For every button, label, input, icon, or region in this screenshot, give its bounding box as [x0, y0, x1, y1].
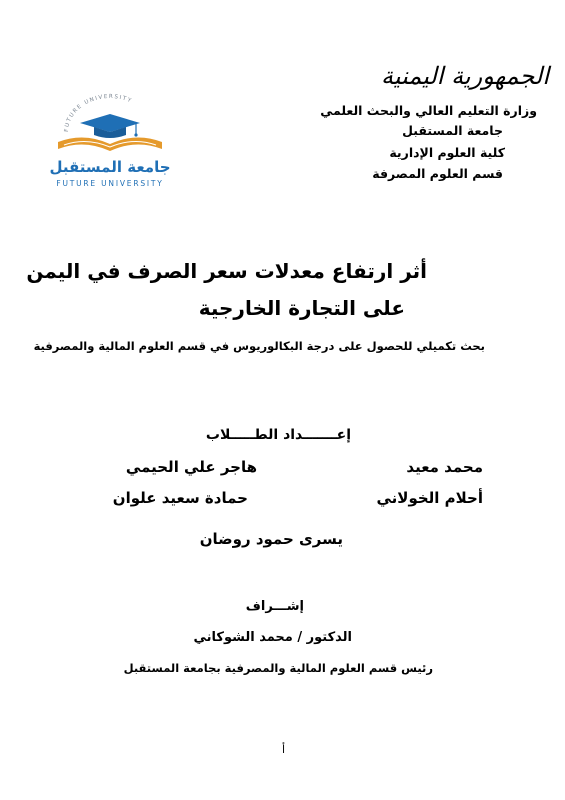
logo-arabic-name: جامعة المستقبل: [50, 158, 170, 176]
supervisor-name: الدكتور / محمد الشوكاني: [193, 630, 352, 645]
university-name: جامعة المستقبل: [402, 123, 503, 138]
university-logo: [50, 92, 170, 192]
logo-english-name: FUTURE UNIVERSITY: [56, 179, 164, 188]
page-number: أ: [282, 743, 286, 756]
logo-arc-text: FUTURE UNIVERSITY: [63, 93, 134, 133]
student-name: محمد معيد: [406, 458, 483, 476]
student-name: أحلام الخولاني: [376, 489, 483, 507]
supervisor-role: رئيس قسم العلوم المالية والمصرفية بجامعة المستقبل: [123, 661, 433, 675]
ministry-name: وزارة التعليم العالي والبحث العلمي: [320, 103, 537, 118]
student-name: حمادة سعيد علوان: [112, 489, 248, 507]
thesis-title-line-2: على التجارة الخارجية: [198, 296, 405, 320]
thesis-title-line-1: أثر ارتفاع معدلات سعر الصرف في اليمن: [26, 259, 427, 283]
student-name: هاجر علي الحيمي: [125, 458, 257, 476]
thesis-subtitle: بحث تكميلي للحصول على درجة البكالوريوس في قسم العلوم المالية والمصرفية: [33, 339, 485, 353]
government-emblem-calligraphy: الجمهورية اليمنية: [380, 62, 550, 90]
logo-graphic-icon: [50, 92, 170, 192]
department-name: قسم العلوم المصرفة: [372, 166, 503, 181]
student-name: يسرى حمود روضان: [199, 530, 343, 548]
supervision-heading: إشـــراف: [245, 599, 304, 614]
students-heading: إعـــــــداد الطـــــلاب: [205, 427, 351, 443]
college-name: كلية العلوم الإدارية: [389, 145, 505, 160]
